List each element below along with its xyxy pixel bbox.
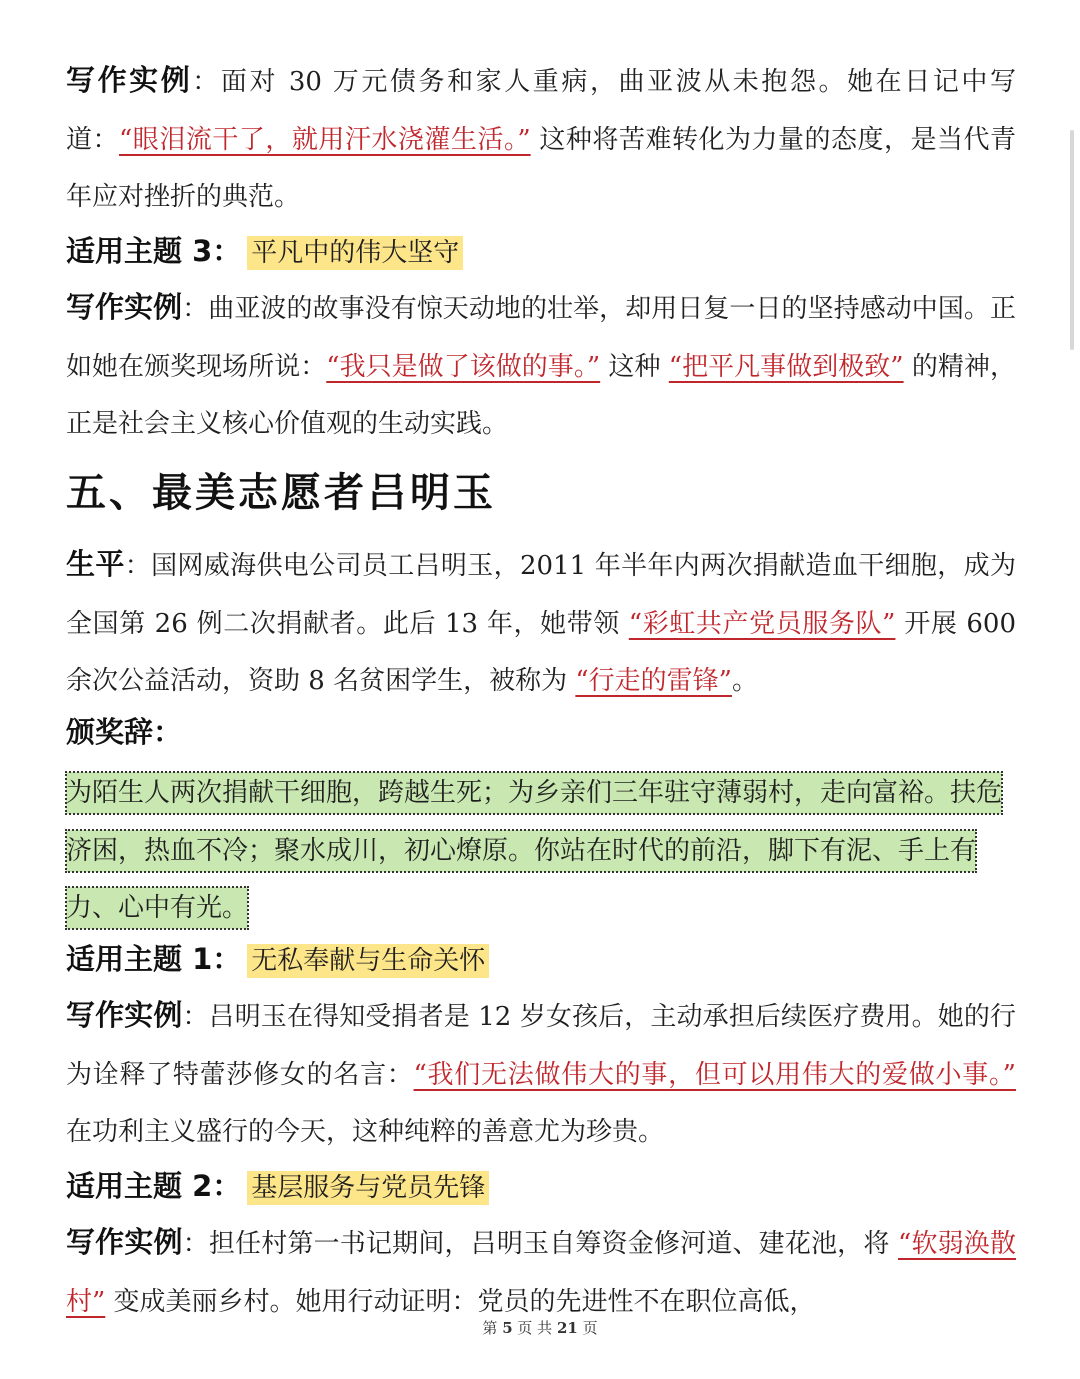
- award-speech-label: 颁奖辞：: [66, 715, 183, 749]
- quote-text: “我们无法做伟大的事，但可以用伟大的爱做小事。”: [413, 1059, 1016, 1090]
- writing-example-paragraph: [66, 52, 1016, 227]
- writing-example-label: 写作实例: [66, 63, 193, 97]
- writing-example-paragraph: [66, 279, 1016, 454]
- body-text: 这种将苦难转化为力量的态度，是当代青年应对挫折的典范。: [66, 124, 1016, 212]
- biography-paragraph: [66, 536, 1016, 711]
- theme-value: 无私奉献与生命关怀: [247, 944, 489, 978]
- footer-prefix: 第: [482, 1319, 503, 1337]
- body-text: 吕明玉在得知受捐者是 12 岁女孩后，主动承担后续医疗费用。她的行为诠释了特蕾莎修女的名言：: [66, 1002, 1016, 1090]
- body-text: 这种: [600, 351, 669, 382]
- quote-text: “行走的雷锋”: [575, 666, 732, 696]
- body-text: 国网威海供电公司员工吕明玉，2011 年半年内两次捐献造血干细胞，成为全国第 26 例二次捐献者。此后 13 年，她带领: [66, 551, 1016, 639]
- body-text: 曲亚波的故事没有惊天动地的壮举，却用日复一日的坚持感动中国。正如她在颁奖现场所说：: [66, 294, 1016, 382]
- citation-text: 为陌生人两次捐献干细胞，跨越生死；为乡亲们三年驻守薄弱村，走向富裕。扶危济困，热血不冷；聚水成川，初心燎原。你站在时代的前沿，脚下有泥、手上有力、心中有光。: [66, 772, 1002, 929]
- writing-example-label: 写作实例: [66, 998, 183, 1032]
- label-colon: ：: [124, 551, 152, 581]
- body-text: 在功利主义盛行的今天，这种纯粹的善意尤为珍贵。: [66, 1117, 665, 1147]
- writing-example-paragraph: [66, 1214, 1016, 1331]
- label-colon: ：: [182, 294, 209, 324]
- body-text: 开展 600 余次公益活动，资助 8 名贫困学生，被称为: [66, 608, 1017, 696]
- section-title: 五、最美志愿者吕明玉: [66, 470, 496, 516]
- label-colon: ：: [182, 1002, 209, 1032]
- footer-middle: 页 共: [512, 1319, 557, 1337]
- quote-text: “软弱涣散村”: [66, 1229, 1016, 1317]
- body-text: 面对 30 万元债务和家人重病，曲亚波从未抱怨。她在日记中写道：: [66, 67, 1016, 155]
- total-pages: 21: [556, 1319, 578, 1337]
- award-speech-heading: [66, 710, 188, 756]
- page-number: 5: [502, 1319, 513, 1337]
- quote-text: “我只是做了该做的事。”: [326, 351, 601, 382]
- footer-suffix: 页: [577, 1319, 598, 1337]
- label-colon: ：: [192, 67, 221, 97]
- biography-label: 生平: [66, 547, 125, 581]
- body-text: 担任村第一书记期间，吕明玉自筹资金修河道、建花池，将: [208, 1229, 898, 1259]
- scrollbar[interactable]: [1070, 130, 1074, 350]
- label-colon: ：: [182, 1229, 209, 1259]
- page-footer: [0, 1318, 1080, 1338]
- writing-example-paragraph: [66, 987, 1016, 1162]
- quote-text: “眼泪流干了，就用汗水浇灌生活。”: [119, 124, 531, 155]
- award-citation: [66, 765, 1014, 938]
- body-text: 的精神，正是社会主义核心价值观的生动实践。: [66, 351, 1016, 439]
- theme-heading-3: [66, 229, 463, 275]
- theme-value: 基层服务与党员先锋: [247, 1171, 489, 1205]
- body-text: 变成美丽乡村。她用行动证明：党员的先进性不在职位高低，: [105, 1286, 816, 1317]
- theme-label: 适用主题 1：: [66, 942, 242, 976]
- theme-heading-2: [66, 1164, 489, 1210]
- theme-label: 适用主题 2：: [66, 1169, 242, 1203]
- theme-heading-1: [66, 937, 489, 983]
- writing-example-label: 写作实例: [66, 1225, 183, 1259]
- body-text: 。: [731, 666, 758, 696]
- theme-value: 平凡中的伟大坚守: [247, 236, 463, 270]
- theme-label: 适用主题 3：: [66, 234, 242, 268]
- quote-text: “彩虹共产党员服务队”: [628, 608, 896, 639]
- quote-text: “把平凡事做到极致”: [668, 351, 904, 382]
- writing-example-label: 写作实例: [66, 290, 183, 324]
